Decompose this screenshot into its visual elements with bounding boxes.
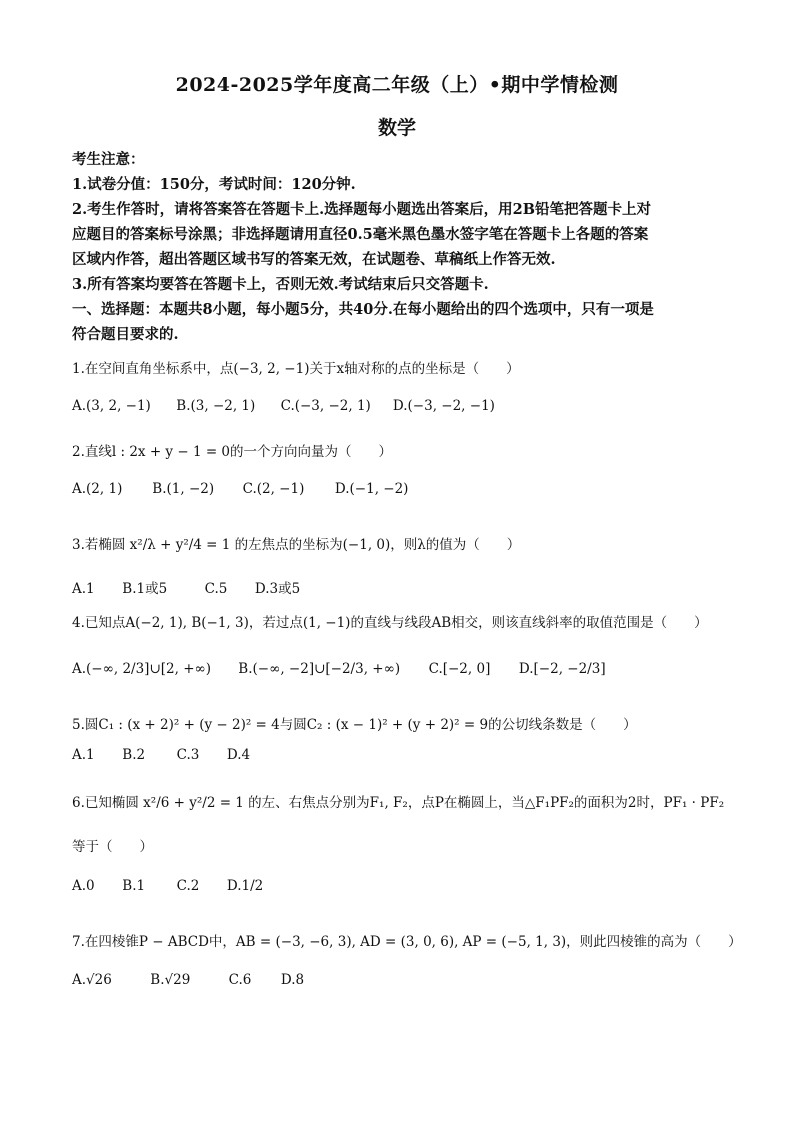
option-d: D.1/2 bbox=[226, 878, 264, 894]
subject-title: 数学 bbox=[377, 117, 416, 139]
option-d: D.(−3, −2, −1) bbox=[392, 398, 495, 414]
question-stem: 1.在空间直角坐标系中，点(−3, 2, −1)关于x轴对称的点的坐标是（ ） bbox=[72, 361, 520, 377]
option-a: A.(3, 2, −1) bbox=[72, 398, 151, 414]
question-stem: 5.圆C₁ : (x + 2)² + (y − 2)² = 4与圆C₂ : (x − 1)² + (y + 2)² = 9的公切线条数是（ ） bbox=[72, 717, 637, 733]
option-b: B.1或5 bbox=[122, 581, 168, 597]
question-options bbox=[72, 747, 250, 763]
option-c: C.(2, −1) bbox=[242, 481, 305, 497]
option-b: B.1 bbox=[122, 878, 146, 894]
section-heading: 一、选择题：本题共8小题，每小题5分，共40分.在每小题给出的四个选项中，只有一项是 bbox=[72, 301, 654, 318]
option-a: A.1 bbox=[72, 581, 95, 597]
question-stem: 6.已知椭圆 x²/6 + y²/2 = 1 的左、右焦点分别为F₁, F₂，点P在椭圆上，当△F₁PF₂的面积为2时，PF₁ · PF₂ bbox=[72, 795, 725, 811]
option-b: B.(1, −2) bbox=[152, 481, 215, 497]
option-c: C.5 bbox=[204, 581, 228, 597]
question-options bbox=[72, 878, 263, 894]
question-stem-continued: 等于（ ） bbox=[72, 839, 153, 855]
option-c: C.2 bbox=[176, 878, 200, 894]
notice-line: 应题目的答案标号涂黑；非选择题请用直径0.5毫米黑色墨水签字笔在答题卡上各题的答案 bbox=[72, 226, 649, 243]
option-d: D.3或5 bbox=[254, 581, 301, 597]
option-b: B.2 bbox=[122, 747, 146, 763]
option-a: A.(2, 1) bbox=[72, 481, 123, 497]
option-a: A.√26 bbox=[72, 972, 112, 988]
question-options bbox=[72, 398, 495, 414]
question-stem: 3.若椭圆 x²/λ + y²/4 = 1 的左焦点的坐标为(−1, 0)，则λ的值为（ ） bbox=[72, 537, 521, 553]
notice-heading: 考生注意： bbox=[72, 151, 145, 168]
question-options bbox=[72, 481, 408, 497]
option-b: B.√29 bbox=[150, 972, 191, 988]
exam-title: 2024-2025学年度高二年级（上）•期中学情检测 bbox=[175, 74, 619, 96]
notice-line: 3.所有答案均要答在答题卡上，否则无效.考试结束后只交答题卡. bbox=[72, 276, 489, 293]
option-c: C.(−3, −2, 1) bbox=[280, 398, 371, 414]
option-d: D.(−1, −2) bbox=[334, 481, 409, 497]
notice-line: 1.试卷分值：150分，考试时间：120分钟. bbox=[72, 176, 356, 193]
option-a: A.1 bbox=[72, 747, 95, 763]
option-a: A.0 bbox=[72, 878, 95, 894]
option-c: C.3 bbox=[176, 747, 200, 763]
section-heading: 符合题目要求的. bbox=[72, 326, 179, 343]
notice-line: 区域内作答，超出答题区域书写的答案无效，在试题卷、草稿纸上作答无效. bbox=[72, 251, 556, 268]
question-stem: 2.直线l : 2x + y − 1 = 0的一个方向向量为（ ） bbox=[72, 444, 393, 460]
option-d: D.4 bbox=[226, 747, 251, 763]
option-b: B.(3, −2, 1) bbox=[176, 398, 256, 414]
option-d: D.[−2, −2/3] bbox=[518, 661, 606, 677]
question-stem: 4.已知点A(−2, 1), B(−1, 3)，若过点(1, −1)的直线与线段AB相交，则该直线斜率的取值范围是（ ） bbox=[72, 615, 708, 631]
option-c: C.6 bbox=[228, 972, 252, 988]
question-options bbox=[72, 661, 606, 677]
question-options bbox=[72, 972, 304, 988]
option-d: D.8 bbox=[280, 972, 305, 988]
notice-line: 2.考生作答时，请将答案答在答题卡上.选择题每小题选出答案后，用2B铅笔把答题卡上对 bbox=[72, 201, 652, 218]
option-c: C.[−2, 0] bbox=[428, 661, 491, 677]
option-b: B.(−∞, −2]∪[−2/3, +∞) bbox=[238, 661, 401, 677]
question-stem: 7.在四棱锥P − ABCD中，AB = (−3, −6, 3), AD = (3, 0, 6), AP = (−5, 1, 3)，则此四棱锥的高为（ ） bbox=[72, 934, 742, 950]
question-options bbox=[72, 577, 300, 597]
option-a: A.(−∞, 2/3]∪[2, +∞) bbox=[72, 661, 212, 677]
